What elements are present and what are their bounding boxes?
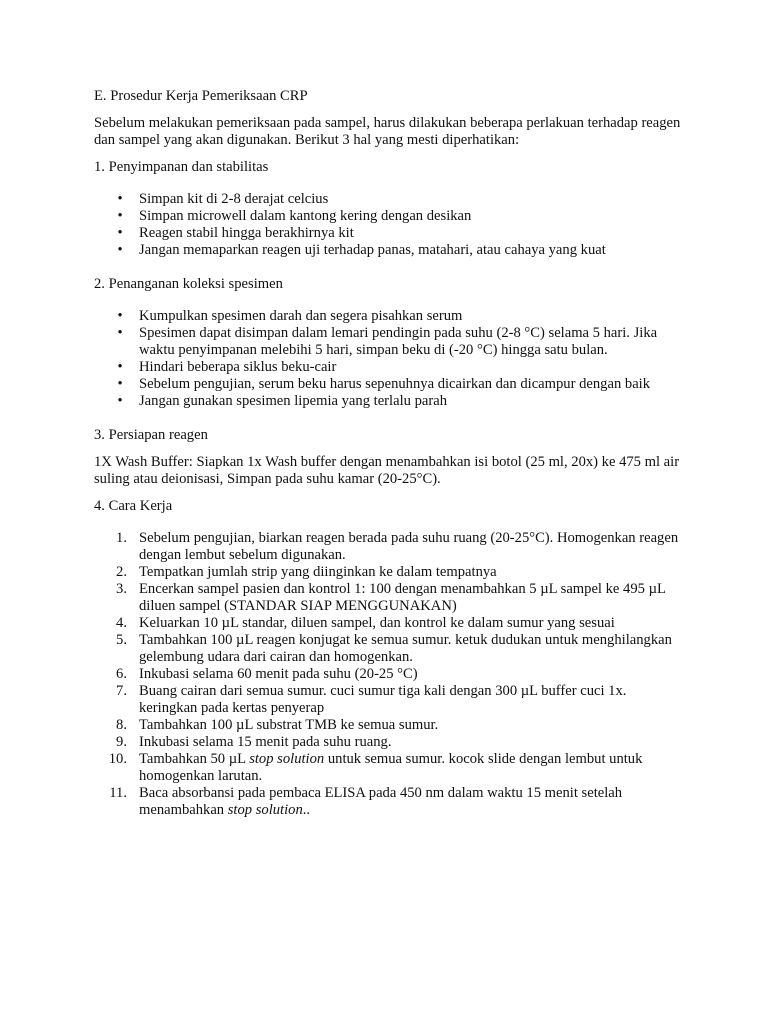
- list-item: 7. Buang cairan dari semua sumur. cuci sumur tiga kali dengan 300 µL buffer cuci 1x. keringkan pada kertas penyerap: [116, 683, 627, 716]
- section-3-paragraph: 1X Wash Buffer: Siapkan 1x Wash buffer dengan menambahkan isi botol (25 ml, 20x) ke 475 ml air suling atau deionisasi, Simpan pada suhu kamar (20-25°C).: [94, 454, 680, 487]
- list-item: 1. Sebelum pengujian, biarkan reagen berada pada suhu ruang (20-25°C). Homogenkan reagen dengan lembut sebelum digunakan.: [116, 530, 679, 563]
- list-item: • Kumpulkan spesimen darah dan segera pisahkan serum: [94, 308, 684, 325]
- intro-paragraph: Sebelum melakukan pemeriksaan pada sampel, harus dilakukan beberapa perlakuan terhadap reagen dan sampel yang akan digunakan. Berikut 3 hal yang mesti diperhatikan:: [94, 115, 681, 148]
- section-1-title: 1. Penyimpanan dan stabilitas: [94, 159, 269, 175]
- section-2-list: [94, 308, 684, 410]
- list-item: • Jangan memaparkan reagen uji terhadap panas, matahari, atau cahaya yang kuat: [94, 242, 684, 259]
- list-item: 8. Tambahkan 100 µL substrat TMB ke semua sumur.: [116, 717, 439, 733]
- bullet-icon: •: [117, 359, 123, 375]
- section-4-title: 4. Cara Kerja: [94, 498, 173, 514]
- section-2-title: 2. Penanganan koleksi spesimen: [94, 276, 283, 292]
- list-item: 9. Inkubasi selama 15 menit pada suhu ruang.: [116, 734, 392, 750]
- list-item: • Simpan kit di 2-8 derajat celcius: [94, 191, 684, 208]
- list-item: 3. Encerkan sampel pasien dan kontrol 1: 100 dengan menambahkan 5 µL sampel ke 495 µL diluen sampel (STANDAR SIAP MENGGUNAKAN): [116, 581, 666, 614]
- section-3-title: 3. Persiapan reagen: [94, 427, 208, 443]
- bullet-icon: •: [117, 225, 123, 241]
- bullet-icon: •: [117, 393, 123, 409]
- list-item: 4. Keluarkan 10 µL standar, diluen sampel, dan kontrol ke dalam sumur yang sesuai: [116, 615, 615, 631]
- bullet-icon: •: [117, 242, 123, 258]
- list-item: 11. Baca absorbansi pada pembaca ELISA pada 450 nm dalam waktu 15 menit setelah menambahkan stop solution..: [109, 785, 623, 818]
- bullet-icon: •: [117, 376, 123, 392]
- list-item: • Jangan gunakan spesimen lipemia yang terlalu parah: [94, 393, 684, 410]
- list-item: • Sebelum pengujian, serum beku harus sepenuhnya dicairkan dan dicampur dengan baik: [94, 376, 684, 393]
- list-item: 5. Tambahkan 100 µL reagen konjugat ke semua sumur. ketuk dudukan untuk menghilangkan gelembung udara dari cairan dan homogenkan.: [116, 632, 672, 665]
- section-1-list: [94, 191, 684, 259]
- list-item: • Reagen stabil hingga berakhirnya kit: [94, 225, 684, 242]
- bullet-icon: •: [117, 208, 123, 224]
- bullet-icon: •: [117, 308, 123, 324]
- section-4-steps: [94, 530, 684, 819]
- bullet-icon: •: [117, 325, 123, 341]
- list-item: • Simpan microwell dalam kantong kering dengan desikan: [94, 208, 684, 225]
- list-item: • Hindari beberapa siklus beku-cair: [94, 359, 684, 376]
- list-item: 6. Inkubasi selama 60 menit pada suhu (20-25 °C): [116, 666, 418, 682]
- document-title: E. Prosedur Kerja Pemeriksaan CRP: [94, 88, 308, 104]
- list-item: 10. Tambahkan 50 µL stop solution untuk semua sumur. kocok slide dengan lembut untuk homogenkan larutan.: [108, 751, 643, 784]
- document-page: [94, 88, 684, 819]
- list-item: 2. Tempatkan jumlah strip yang diinginkan ke dalam tempatnya: [116, 564, 497, 580]
- list-item: • Spesimen dapat disimpan dalam lemari pendingin pada suhu (2-8 °C) selama 5 hari. Jika waktu penyimpanan melebihi 5 hari, simpan beku di (-20 °C) hingga satu bulan.: [94, 325, 684, 359]
- bullet-icon: •: [117, 191, 123, 207]
